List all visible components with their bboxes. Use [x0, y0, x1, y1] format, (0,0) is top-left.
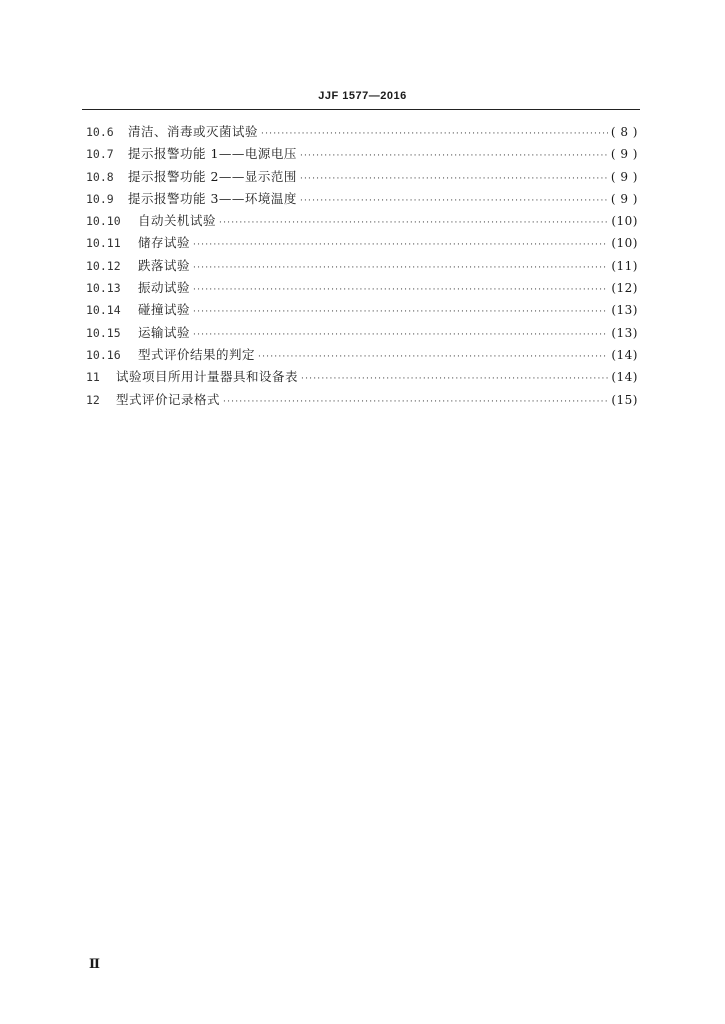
toc-leader-dots: [300, 190, 608, 212]
toc-entry-page: (10): [611, 236, 638, 251]
toc-entry-page: (13): [611, 303, 638, 318]
toc-entry-page: ( 9 ): [610, 169, 638, 184]
toc-leader-dots: [258, 346, 608, 368]
toc-leader-dots: [261, 123, 608, 145]
toc-entry-title: 振动试验: [138, 280, 191, 296]
toc-entry-title: 储存试验: [138, 235, 191, 251]
toc-entry-10-11[interactable]: [86, 232, 638, 254]
toc-leader-dots: [193, 234, 608, 256]
toc-entry-page: ( 8 ): [610, 125, 638, 139]
toc-entry-10-15[interactable]: [86, 322, 638, 344]
toc-entry-number: 12: [86, 392, 100, 407]
toc-entry-title: 提示报警功能 2——显示范围: [128, 168, 297, 184]
toc-entry-10-13[interactable]: [86, 277, 638, 299]
toc-entry-title: 运输试验: [138, 324, 191, 340]
toc-entry-number: 10.7: [86, 147, 114, 162]
toc-entry-number: 10.10: [86, 214, 121, 229]
toc-leader-dots: [193, 301, 608, 323]
toc-entry-10-14[interactable]: [86, 299, 638, 321]
toc-entry-page: (14): [611, 347, 638, 362]
toc-leader-dots: [193, 279, 608, 301]
toc-entry-10-16[interactable]: [86, 344, 638, 366]
toc-entry-title: 提示报警功能 3——环境温度: [128, 190, 297, 206]
toc-entry-page: (14): [611, 370, 638, 385]
toc-entry-title: 型式评价结果的判定: [138, 346, 256, 362]
toc-entry-number: 10.16: [86, 347, 121, 362]
header-divider: [82, 109, 640, 110]
toc-leader-dots: [193, 257, 608, 279]
table-of-contents: [86, 121, 638, 411]
toc-entry-number: 11: [86, 370, 100, 385]
toc-entry-title: 自动关机试验: [138, 213, 217, 229]
page-number: Ⅱ: [89, 957, 100, 972]
toc-entry-11[interactable]: [86, 366, 638, 388]
toc-leader-dots: [300, 145, 608, 167]
toc-entry-title: 试验项目所用计量器具和设备表: [116, 369, 299, 385]
toc-entry-number: 10.9: [86, 191, 114, 206]
toc-entry-10-12[interactable]: [86, 255, 638, 277]
toc-entry-10-10[interactable]: [86, 210, 638, 232]
toc-entry-page: ( 9 ): [610, 191, 638, 206]
toc-entry-title: 清洁、消毒或灭菌试验: [128, 124, 259, 139]
toc-leader-dots: [301, 368, 608, 390]
toc-entry-number: 10.15: [86, 325, 121, 340]
toc-leader-dots: [223, 391, 608, 413]
toc-entry-page: (15): [611, 392, 638, 407]
toc-entry-number: 10.14: [86, 303, 121, 318]
toc-entry-title: 提示报警功能 1——电源电压: [128, 146, 297, 162]
toc-leader-dots: [300, 168, 608, 190]
toc-entry-12[interactable]: [86, 389, 638, 411]
toc-entry-10-6[interactable]: [86, 121, 638, 143]
document-header-code: JJF 1577—2016: [318, 90, 407, 102]
toc-entry-page: (12): [611, 281, 638, 296]
toc-entry-title: 型式评价记录格式: [116, 391, 221, 407]
toc-entry-number: 10.12: [86, 258, 121, 273]
toc-entry-number: 10.11: [86, 236, 121, 251]
toc-entry-title: 跌落试验: [138, 257, 191, 273]
toc-leader-dots: [193, 324, 608, 346]
toc-entry-number: 10.8: [86, 169, 114, 184]
toc-entry-10-9[interactable]: [86, 188, 638, 210]
toc-entry-page: (10): [611, 214, 638, 229]
toc-entry-10-7[interactable]: [86, 143, 638, 165]
toc-entry-number: 10.13: [86, 281, 121, 296]
toc-entry-number: 10.6: [86, 125, 114, 139]
toc-entry-page: (13): [611, 325, 638, 340]
toc-leader-dots: [219, 212, 608, 234]
toc-entry-page: (11): [611, 258, 638, 273]
toc-entry-title: 碰撞试验: [138, 302, 191, 318]
toc-entry-10-8[interactable]: [86, 166, 638, 188]
toc-entry-page: ( 9 ): [610, 147, 638, 162]
